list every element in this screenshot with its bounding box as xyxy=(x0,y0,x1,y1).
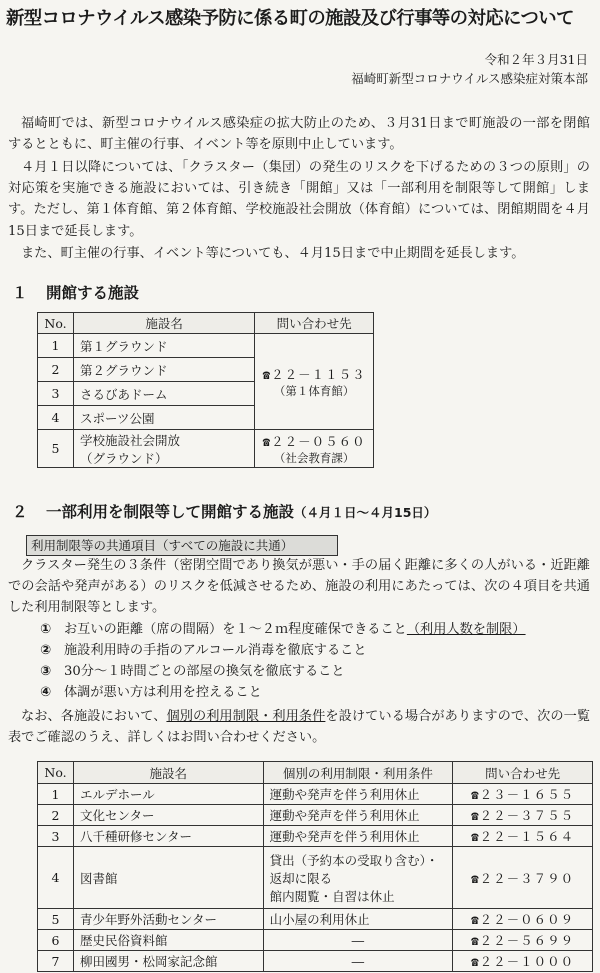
rule-marker: ③ xyxy=(40,664,52,679)
table-header-row xyxy=(38,762,593,784)
table-row xyxy=(38,805,593,826)
row-phone: ☎２２－０６０９ xyxy=(453,909,593,930)
table-row xyxy=(38,951,593,972)
issuing-body: 福崎町新型コロナウイルス感染症対策本部 xyxy=(351,71,588,86)
table-row xyxy=(38,334,374,358)
section2-date-range: （４月１日～４月15日） xyxy=(294,505,437,520)
row-phone: ☎２３－１６５５ xyxy=(453,784,593,805)
section1-heading xyxy=(12,281,139,303)
row-no: 2 xyxy=(38,805,74,826)
row-facility: 柳田國男・松岡家記念館 xyxy=(73,951,263,972)
col-header-contact: 問い合わせ先 xyxy=(453,762,593,784)
rule-text: 体調が悪い方は利用を控えること xyxy=(64,685,262,700)
row-no: 1 xyxy=(38,784,74,805)
row-conditions: 山小屋の利用休止 xyxy=(263,909,453,930)
row-facility: さるびあドーム xyxy=(73,382,254,406)
col-header-no: No. xyxy=(38,762,74,784)
rule-4 xyxy=(40,683,262,703)
section2-title: 一部利用を制限等して開館する施設 xyxy=(46,503,295,521)
section2-number: ２ xyxy=(12,503,28,521)
contact-dept: （第１体育館） xyxy=(273,383,355,398)
table-row xyxy=(38,909,593,930)
table-row xyxy=(38,430,374,468)
intro-paragraph-1: 福崎町では、新型コロナウイルス感染症の拡大防止のため、３月31日まで町施設の一部を閉館するとともに、町主催の行事、イベント等を原則中止しています。 xyxy=(8,116,590,153)
row-no: 3 xyxy=(38,382,74,406)
row-no: 4 xyxy=(38,847,74,909)
row-no: 2 xyxy=(38,358,74,382)
phone-number: ☎２２－１１５３ xyxy=(262,366,366,382)
intro-paragraph-2: ４月１日以降については、「クラスター（集団）の発生のリスクを下げるための３つの原則」の対応策を実施できる施設においては、引き続き「開館」又は「一部利用を制限等して開館」します。ただし、第１体育館、第２体育館、学校施設社会開放（体育館）については、閉館期間を４月15日まで延長します。 xyxy=(8,160,590,239)
row-conditions: 運動や発声を伴う利用休止 xyxy=(263,784,453,805)
issue-date: 令和２年３月31日 xyxy=(484,52,588,67)
section2-heading xyxy=(12,500,436,522)
rule-note: （利用人数を制限） xyxy=(406,622,526,637)
row-no: 7 xyxy=(38,951,74,972)
closing-text-underlined: 個別の利用制限・利用条件 xyxy=(166,709,326,724)
rule-text: 30分～１時間ごとの部屋の換気を徹底すること xyxy=(64,664,345,679)
col-header-facility: 施設名 xyxy=(73,762,263,784)
row-facility xyxy=(73,430,254,468)
row-phone: ☎２２－１５６４ xyxy=(453,826,593,847)
facility-name: 学校施設社会開放 xyxy=(79,432,180,448)
row-phone: ☎２２－３７５５ xyxy=(453,805,593,826)
section1-number: １ xyxy=(12,284,28,302)
row-conditions: 運動や発声を伴う利用休止 xyxy=(263,826,453,847)
closing-text-b: を設けている場合がありますので、次の一覧表でご確認のうえ、詳しくはお問い合わせください。 xyxy=(8,709,591,746)
col-header-contact: 問い合わせ先 xyxy=(255,313,374,334)
row-no: 5 xyxy=(38,430,74,468)
intro-paragraph-3: また、町主催の行事、イベント等についても、４月15日まで中止期間を延長します。 xyxy=(21,246,525,261)
row-phone: ☎２２－３７９０ xyxy=(453,847,593,909)
row-no: 5 xyxy=(38,909,74,930)
row-facility: 第２グラウンド xyxy=(73,358,254,382)
table-header-row xyxy=(38,313,374,334)
section2-intro: クラスター発生の３条件（密閉空間であり換気が悪い・手の届く距離に多くの人がいる・近距離での会話や発声がある）のリスクを低減させるため、施設の利用にあたっては、次の４項目を共通した利用制限等とします。 xyxy=(8,558,590,616)
section1-table xyxy=(37,312,374,468)
rule-1 xyxy=(40,620,526,640)
contact-dept: （社会教育課） xyxy=(273,450,355,465)
row-facility: 八千種研修センター xyxy=(73,826,263,847)
row-phone: ☎２２－１０００ xyxy=(453,951,593,972)
row-facility: 文化センター xyxy=(73,805,263,826)
row-facility: 図書館 xyxy=(73,847,263,909)
condition-line: 館内閲覧・自習は休止 xyxy=(269,888,395,904)
phone-number: ☎２２－０５６０ xyxy=(262,433,366,449)
section2-closing xyxy=(8,706,590,748)
table-row xyxy=(38,847,593,909)
row-facility: 第１グラウンド xyxy=(73,334,254,358)
row-phone: ☎２２－５６９９ xyxy=(453,930,593,951)
rule-text: 施設利用時の手指のアルコール消毒を徹底すること xyxy=(64,643,367,658)
row-no: 3 xyxy=(38,826,74,847)
col-header-conditions: 個別の利用制限・利用条件 xyxy=(263,762,453,784)
col-header-facility: 施設名 xyxy=(73,313,254,334)
facility-name-sub: （グラウンド） xyxy=(79,450,168,466)
rule-marker: ① xyxy=(40,622,52,637)
row-facility: 歴史民俗資料館 xyxy=(73,930,263,951)
contact-cell xyxy=(255,334,374,430)
table-row xyxy=(38,930,593,951)
col-header-no: No. xyxy=(38,313,74,334)
common-items-label: 利用制限等の共通項目（すべての施設に共通） xyxy=(26,535,338,556)
rule-2 xyxy=(40,641,367,661)
row-conditions: ― xyxy=(263,951,453,972)
section1-title: 開館する施設 xyxy=(46,284,140,302)
row-no: 1 xyxy=(38,334,74,358)
page-title: 新型コロナウイルス感染予防に係る町の施設及び行事等の対応について xyxy=(6,8,574,29)
row-facility: エルデホール xyxy=(73,784,263,805)
closing-text-a: なお、各施設において、 xyxy=(21,709,167,724)
table-row xyxy=(38,784,593,805)
rule-text: お互いの距離（席の間隔）を１～２ｍ程度確保できること xyxy=(64,622,407,637)
row-conditions xyxy=(263,847,453,909)
row-no: 4 xyxy=(38,406,74,430)
row-facility: スポーツ公園 xyxy=(73,406,254,430)
row-no: 6 xyxy=(38,930,74,951)
table-row xyxy=(38,826,593,847)
rule-3 xyxy=(40,662,345,682)
row-facility: 青少年野外活動センター xyxy=(73,909,263,930)
section2-table xyxy=(37,761,593,972)
rule-marker: ④ xyxy=(40,685,52,700)
row-conditions: 運動や発声を伴う利用休止 xyxy=(263,805,453,826)
condition-line: 貸出（予約本の受取り含む）・返却に限る xyxy=(269,852,439,886)
contact-cell xyxy=(255,430,374,468)
row-conditions: ― xyxy=(263,930,453,951)
rule-marker: ② xyxy=(40,643,52,658)
